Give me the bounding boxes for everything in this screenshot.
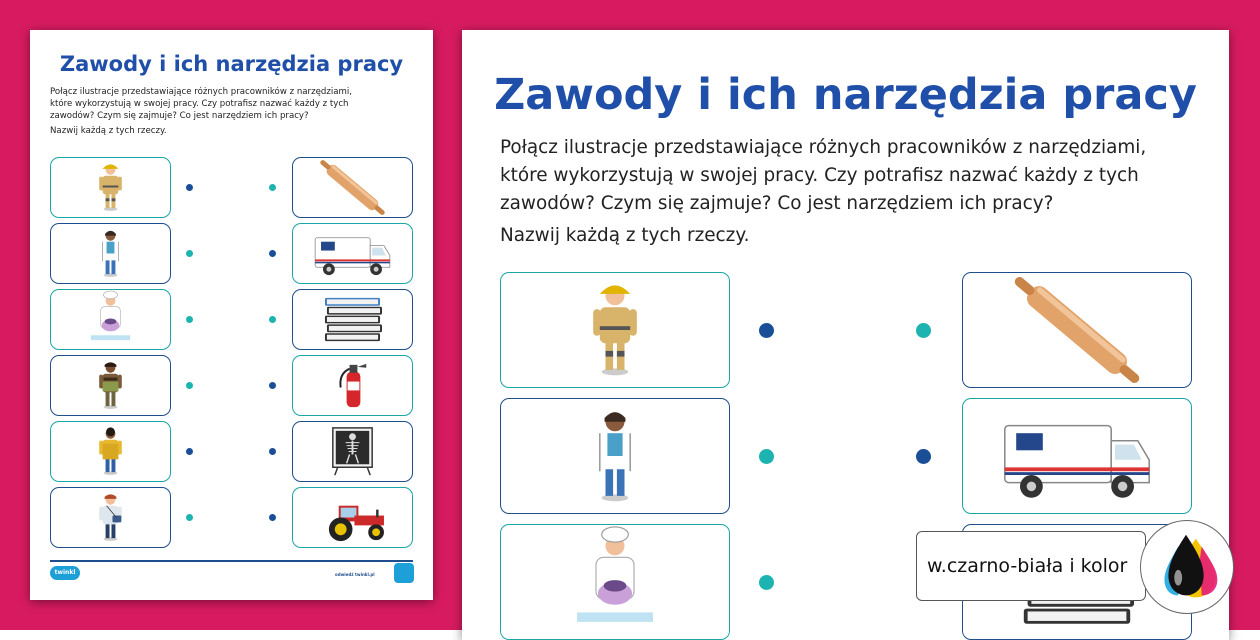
worker-card	[500, 398, 730, 514]
worker-connector-dot[interactable]	[186, 382, 193, 389]
instruction-line: Połącz ilustracje przedstawiające różnych pracowników z narzędziami,	[50, 87, 352, 97]
worker-connector-dot[interactable]	[186, 316, 193, 323]
rolling-pin-icon	[963, 273, 1191, 387]
worker-card	[50, 355, 171, 416]
instructions	[50, 86, 420, 137]
print-options-label: w.czarno-biała i kolor	[916, 531, 1146, 601]
color-ink-icon	[1140, 520, 1234, 614]
x-ray-icon	[293, 422, 412, 481]
tool-connector-dot[interactable]	[269, 184, 276, 191]
worker-card	[50, 223, 171, 284]
worker-card	[50, 487, 171, 548]
instruction-line: które wykorzystują w swojej pracy. Czy potrafisz nazwać każdy z tych	[500, 165, 1139, 186]
worker-card	[50, 421, 171, 482]
worker-connector-dot[interactable]	[186, 250, 193, 257]
tool-card	[962, 398, 1192, 514]
tool-connector-dot[interactable]	[269, 316, 276, 323]
tool-connector-dot[interactable]	[269, 448, 276, 455]
worker-connector-dot[interactable]	[186, 514, 193, 521]
books-stack-icon	[293, 290, 412, 349]
rolling-pin-icon	[293, 158, 412, 217]
baker-icon	[51, 290, 170, 349]
page-title: Zawody i ich narzędzia pracy	[59, 52, 404, 76]
worker-card	[50, 157, 171, 218]
worker-card	[500, 524, 730, 640]
tool-card	[292, 487, 413, 548]
farmer-icon	[51, 356, 170, 415]
instruction-line: zawodów? Czym się zajmuje? Co jest narzędziem ich pracy?	[50, 111, 309, 121]
tool-connector-dot[interactable]	[269, 250, 276, 257]
tool-card	[962, 272, 1192, 388]
instruction-line: Nazwij każdą z tych rzeczy.	[50, 126, 167, 136]
worker-connector-dot[interactable]	[759, 323, 774, 338]
tool-connector-dot[interactable]	[916, 449, 931, 464]
worker-connector-dot[interactable]	[759, 449, 774, 464]
mail-truck-icon	[293, 224, 412, 283]
footer-divider	[50, 560, 413, 562]
mail-truck-icon	[963, 399, 1191, 513]
worker-connector-dot[interactable]	[186, 184, 193, 191]
worker-card	[500, 272, 730, 388]
instruction-line: Połącz ilustracje przedstawiające różnych pracowników z narzędziami,	[500, 137, 1147, 158]
tractor-icon	[293, 488, 412, 547]
worker-connector-dot[interactable]	[186, 448, 193, 455]
tool-connector-dot[interactable]	[269, 514, 276, 521]
mail-carrier-icon	[51, 488, 170, 547]
tool-card	[292, 355, 413, 416]
tool-connector-dot[interactable]	[269, 382, 276, 389]
firefighter-icon	[51, 158, 170, 217]
doctor-icon	[51, 224, 170, 283]
footer-url: odwiedź twinkl.pl	[335, 572, 375, 577]
page-title: Zawody i ich narzędzia pracy	[494, 70, 1197, 120]
baker-icon	[501, 525, 729, 639]
doctor-icon	[501, 399, 729, 513]
tool-card	[292, 421, 413, 482]
fire-extinguisher-icon	[293, 356, 412, 415]
instructions	[500, 134, 1200, 250]
radiologist-icon	[51, 422, 170, 481]
instruction-line: zawodów? Czym się zajmuje? Co jest narzędziem ich pracy?	[500, 193, 1054, 214]
tool-card	[292, 157, 413, 218]
worksheet-thumbnail	[30, 30, 433, 600]
instruction-line: które wykorzystują w swojej pracy. Czy potrafisz nazwać każdy z tych	[50, 99, 349, 109]
firefighter-icon	[501, 273, 729, 387]
tool-card	[292, 223, 413, 284]
brand-logo: twinkl	[50, 566, 80, 580]
brand-badge-icon	[394, 563, 414, 583]
worker-connector-dot[interactable]	[759, 575, 774, 590]
instruction-line: Nazwij każdą z tych rzeczy.	[500, 225, 750, 246]
tool-card	[292, 289, 413, 350]
worker-card	[50, 289, 171, 350]
tool-connector-dot[interactable]	[916, 323, 931, 338]
